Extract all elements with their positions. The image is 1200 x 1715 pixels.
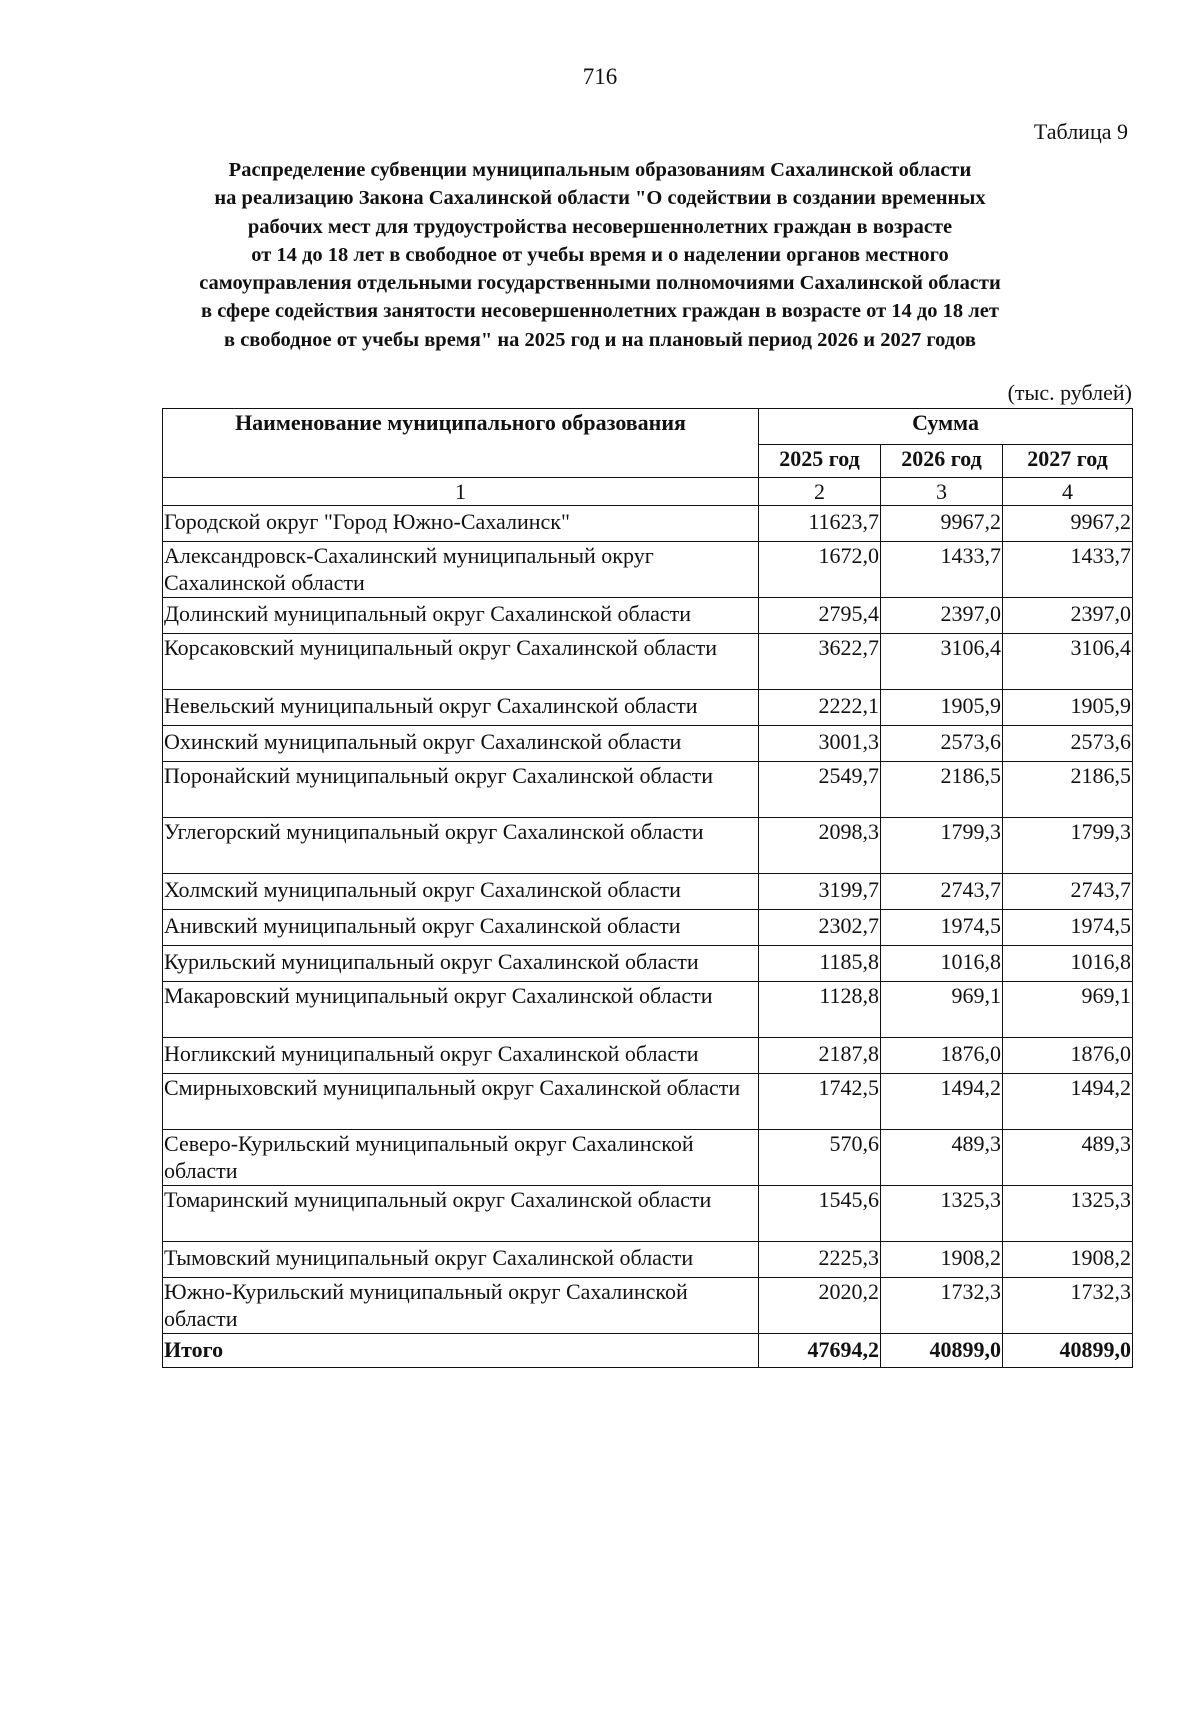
amount-2026: 1908,2 (881, 1242, 1003, 1278)
amount-2025: 2795,4 (759, 598, 881, 634)
amount-2026: 1799,3 (881, 818, 1003, 874)
amount-2026: 2186,5 (881, 762, 1003, 818)
amount-2026: 1876,0 (881, 1038, 1003, 1074)
total-row (163, 1334, 1133, 1368)
amount-2026: 969,1 (881, 982, 1003, 1038)
amount-2027: 2186,5 (1003, 762, 1133, 818)
amount-2027: 1016,8 (1003, 946, 1133, 982)
amount-2027: 1799,3 (1003, 818, 1133, 874)
amount-2026: 1974,5 (881, 910, 1003, 946)
amount-2025: 2098,3 (759, 818, 881, 874)
amount-2027: 489,3 (1003, 1130, 1133, 1186)
column-number: 4 (1003, 478, 1133, 506)
municipality-name: Курильский муниципальный округ Сахалинской области (163, 946, 759, 982)
table-row (163, 506, 1133, 542)
amount-2025: 1185,8 (759, 946, 881, 982)
amount-2026: 1016,8 (881, 946, 1003, 982)
table-row (163, 874, 1133, 910)
table-row (163, 690, 1133, 726)
title-line: самоуправления отдельными государственными полномочиями Сахалинской области (199, 272, 1001, 295)
amount-2026: 1325,3 (881, 1186, 1003, 1242)
amount-2025: 2222,1 (759, 690, 881, 726)
amount-2025: 3199,7 (759, 874, 881, 910)
table-row (163, 1074, 1133, 1130)
municipality-name: Невельский муниципальный округ Сахалинской области (163, 690, 759, 726)
table-row (163, 726, 1133, 762)
amount-2026: 1494,2 (881, 1074, 1003, 1130)
table-row (163, 1278, 1133, 1334)
municipality-name: Поронайский муниципальный округ Сахалинской области (163, 762, 759, 818)
amount-2026: 1905,9 (881, 690, 1003, 726)
table-row (163, 634, 1133, 690)
title-line: в свободное от учебы время" на 2025 год и на плановый период 2026 и 2027 годов (224, 328, 976, 351)
amount-2025: 570,6 (759, 1130, 881, 1186)
municipality-name: Южно-Курильский муниципальный округ Сахалинской области (163, 1278, 759, 1334)
header-name: Наименование муниципального образования (163, 409, 759, 478)
amount-2027: 1433,7 (1003, 542, 1133, 598)
table-row (163, 946, 1133, 982)
amount-2026: 1732,3 (881, 1278, 1003, 1334)
amount-2025: 2187,8 (759, 1038, 881, 1074)
municipality-name: Городской округ "Город Южно-Сахалинск" (163, 506, 759, 542)
municipality-name: Охинский муниципальный округ Сахалинской области (163, 726, 759, 762)
municipality-name: Углегорский муниципальный округ Сахалинской области (163, 818, 759, 874)
amount-2027: 1905,9 (1003, 690, 1133, 726)
amount-2027: 9967,2 (1003, 506, 1133, 542)
page-number: 716 (582, 64, 618, 89)
municipality-name: Томаринский муниципальный округ Сахалинской области (163, 1186, 759, 1242)
amount-2027: 2573,6 (1003, 726, 1133, 762)
amount-2026: 9967,2 (881, 506, 1003, 542)
municipality-name: Северо-Курильский муниципальный округ Сахалинской области (163, 1130, 759, 1186)
municipality-name: Александровск-Сахалинский муниципальный округ Сахалинской области (163, 542, 759, 598)
amount-2025: 1672,0 (759, 542, 881, 598)
amount-2025: 11623,7 (759, 506, 881, 542)
total-label: Итого (163, 1334, 759, 1368)
amount-2027: 1494,2 (1003, 1074, 1133, 1130)
title-line: от 14 до 18 лет в свободное от учебы время и о наделении органов местного (251, 243, 949, 266)
municipality-name: Смирныховский муниципальный округ Сахалинской области (163, 1074, 759, 1130)
amount-2026: 2397,0 (881, 598, 1003, 634)
amount-2027: 1732,3 (1003, 1278, 1133, 1334)
subvention-table (162, 408, 1133, 1368)
column-number-row (163, 478, 1133, 506)
total-2027: 40899,0 (1003, 1334, 1133, 1368)
amount-2026: 1433,7 (881, 542, 1003, 598)
municipality-name: Долинский муниципальный округ Сахалинской области (163, 598, 759, 634)
total-2026: 40899,0 (881, 1334, 1003, 1368)
municipality-name: Корсаковский муниципальный округ Сахалинской области (163, 634, 759, 690)
document-title (150, 156, 1050, 354)
table-row (163, 1242, 1133, 1278)
municipality-name: Анивский муниципальный округ Сахалинской области (163, 910, 759, 946)
units-label: (тыс. рублей) (1007, 380, 1132, 405)
table-row (163, 1130, 1133, 1186)
amount-2026: 2743,7 (881, 874, 1003, 910)
header-year-2025: 2025 год (759, 444, 881, 477)
table-row (163, 542, 1133, 598)
amount-2025: 3001,3 (759, 726, 881, 762)
header-year-2026: 2026 год (881, 444, 1003, 477)
municipality-name: Макаровский муниципальный округ Сахалинской области (163, 982, 759, 1038)
amount-2027: 1876,0 (1003, 1038, 1133, 1074)
column-number: 1 (163, 478, 759, 506)
table-row (163, 598, 1133, 634)
title-line: на реализацию Закона Сахалинской области "О содействии в создании временных (214, 187, 986, 210)
amount-2027: 1325,3 (1003, 1186, 1133, 1242)
municipality-name: Тымовский муниципальный округ Сахалинской области (163, 1242, 759, 1278)
amount-2027: 2743,7 (1003, 874, 1133, 910)
amount-2025: 2020,2 (759, 1278, 881, 1334)
table-row (163, 818, 1133, 874)
amount-2027: 969,1 (1003, 982, 1133, 1038)
title-line: в сфере содействия занятости несовершеннолетних граждан в возрасте от 14 до 18 лет (201, 300, 999, 323)
amount-2025: 3622,7 (759, 634, 881, 690)
header-row (163, 409, 1133, 445)
amount-2027: 1908,2 (1003, 1242, 1133, 1278)
amount-2025: 1742,5 (759, 1074, 881, 1130)
amount-2025: 2549,7 (759, 762, 881, 818)
amount-2025: 1545,6 (759, 1186, 881, 1242)
amount-2027: 1974,5 (1003, 910, 1133, 946)
municipality-name: Холмский муниципальный округ Сахалинской области (163, 874, 759, 910)
total-2025: 47694,2 (759, 1334, 881, 1368)
header-sum: Сумма (759, 409, 1133, 445)
table-row (163, 982, 1133, 1038)
amount-2027: 2397,0 (1003, 598, 1133, 634)
table-label: Таблица 9 (1033, 119, 1128, 144)
municipality-name: Ногликский муниципальный округ Сахалинской области (163, 1038, 759, 1074)
amount-2026: 489,3 (881, 1130, 1003, 1186)
table-row (163, 910, 1133, 946)
table-row (163, 1038, 1133, 1074)
amount-2026: 2573,6 (881, 726, 1003, 762)
title-line: рабочих мест для трудоустройства несовершеннолетних граждан в возрасте (247, 215, 953, 238)
amount-2027: 3106,4 (1003, 634, 1133, 690)
title-line: Распределение субвенции муниципальным образованиям Сахалинской области (228, 159, 972, 181)
column-number: 2 (759, 478, 881, 506)
table-row (163, 762, 1133, 818)
header-year-2027: 2027 год (1003, 444, 1133, 477)
amount-2025: 2302,7 (759, 910, 881, 946)
amount-2025: 2225,3 (759, 1242, 881, 1278)
table-row (163, 1186, 1133, 1242)
column-number: 3 (881, 478, 1003, 506)
amount-2025: 1128,8 (759, 982, 881, 1038)
amount-2026: 3106,4 (881, 634, 1003, 690)
